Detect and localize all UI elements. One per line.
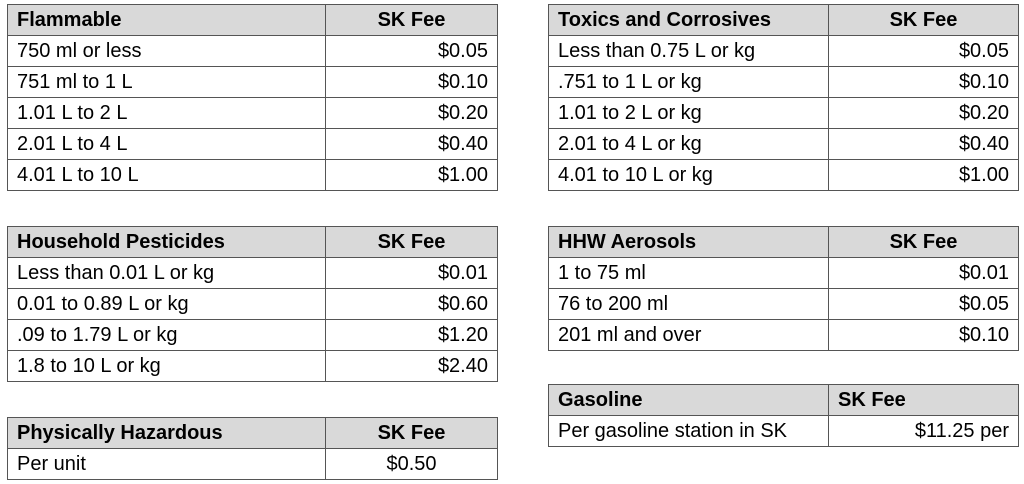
size-range-cell: .09 to 1.79 L or kg xyxy=(8,320,326,351)
size-range-cell: 4.01 to 10 L or kg xyxy=(549,160,829,191)
hhw-aerosols-fee-table xyxy=(548,226,1019,351)
physically-hazardous-fee-table xyxy=(7,417,498,480)
fee-column-header: SK Fee xyxy=(829,385,1019,416)
size-range-cell: 4.01 L to 10 L xyxy=(8,160,326,191)
fee-column-header: SK Fee xyxy=(326,5,498,36)
fee-cell: $1.00 xyxy=(829,160,1019,191)
fee-cell: $0.05 xyxy=(829,36,1019,67)
table-title: Flammable xyxy=(8,5,326,36)
size-range-cell: Less than 0.75 L or kg xyxy=(549,36,829,67)
table-row xyxy=(8,36,498,67)
table-header-row xyxy=(8,418,498,449)
size-range-cell: 751 ml to 1 L xyxy=(8,67,326,98)
table-header-row xyxy=(549,227,1019,258)
table-title: HHW Aerosols xyxy=(549,227,829,258)
fee-cell: $0.10 xyxy=(829,67,1019,98)
toxics-corrosives-fee-table xyxy=(548,4,1019,191)
fee-cell: $11.25 per xyxy=(829,416,1019,447)
fee-column-header: SK Fee xyxy=(829,5,1019,36)
fee-column-header: SK Fee xyxy=(326,227,498,258)
table-header-row xyxy=(8,5,498,36)
size-range-cell: Less than 0.01 L or kg xyxy=(8,258,326,289)
fee-cell: $1.00 xyxy=(326,160,498,191)
fee-cell: $1.20 xyxy=(326,320,498,351)
fee-column-header: SK Fee xyxy=(829,227,1019,258)
fee-cell: $0.60 xyxy=(326,289,498,320)
table-row xyxy=(549,67,1019,98)
table-title: Toxics and Corrosives xyxy=(549,5,829,36)
table-row xyxy=(549,160,1019,191)
table-row xyxy=(549,36,1019,67)
fee-cell: $0.05 xyxy=(829,289,1019,320)
table-header-row xyxy=(549,5,1019,36)
size-range-cell: Per gasoline station in SK xyxy=(549,416,829,447)
table-header-row xyxy=(549,385,1019,416)
table-row xyxy=(549,320,1019,351)
table-row xyxy=(549,98,1019,129)
table-row xyxy=(8,289,498,320)
fee-cell: $0.05 xyxy=(326,36,498,67)
fee-cell: $0.01 xyxy=(326,258,498,289)
table-row xyxy=(8,351,498,382)
table-row xyxy=(549,289,1019,320)
fee-cell: $0.20 xyxy=(326,98,498,129)
table-title: Physically Hazardous xyxy=(8,418,326,449)
table-row xyxy=(8,449,498,480)
table-row xyxy=(8,258,498,289)
size-range-cell: 1 to 75 ml xyxy=(549,258,829,289)
fee-cell: $0.50 xyxy=(326,449,498,480)
size-range-cell: 1.01 to 2 L or kg xyxy=(549,98,829,129)
size-range-cell: Per unit xyxy=(8,449,326,480)
table-row xyxy=(549,416,1019,447)
table-row xyxy=(8,320,498,351)
table-row xyxy=(549,129,1019,160)
size-range-cell: 76 to 200 ml xyxy=(549,289,829,320)
size-range-cell: 2.01 L to 4 L xyxy=(8,129,326,160)
fee-cell: $0.40 xyxy=(326,129,498,160)
table-row xyxy=(8,98,498,129)
fee-column-header: SK Fee xyxy=(326,418,498,449)
table-row xyxy=(8,160,498,191)
size-range-cell: 1.01 L to 2 L xyxy=(8,98,326,129)
fee-cell: $0.10 xyxy=(326,67,498,98)
flammable-fee-table xyxy=(7,4,498,191)
fee-cell: $0.40 xyxy=(829,129,1019,160)
gasoline-fee-table xyxy=(548,384,1019,447)
table-row xyxy=(8,129,498,160)
size-range-cell: 2.01 to 4 L or kg xyxy=(549,129,829,160)
fee-cell: $2.40 xyxy=(326,351,498,382)
table-header-row xyxy=(8,227,498,258)
fee-cell: $0.20 xyxy=(829,98,1019,129)
fee-cell: $0.01 xyxy=(829,258,1019,289)
size-range-cell: 750 ml or less xyxy=(8,36,326,67)
size-range-cell: 0.01 to 0.89 L or kg xyxy=(8,289,326,320)
size-range-cell: 1.8 to 10 L or kg xyxy=(8,351,326,382)
table-row xyxy=(8,67,498,98)
size-range-cell: 201 ml and over xyxy=(549,320,829,351)
table-title: Gasoline xyxy=(549,385,829,416)
fee-cell: $0.10 xyxy=(829,320,1019,351)
table-row xyxy=(549,258,1019,289)
household-pesticides-fee-table xyxy=(7,226,498,382)
table-title: Household Pesticides xyxy=(8,227,326,258)
size-range-cell: .751 to 1 L or kg xyxy=(549,67,829,98)
